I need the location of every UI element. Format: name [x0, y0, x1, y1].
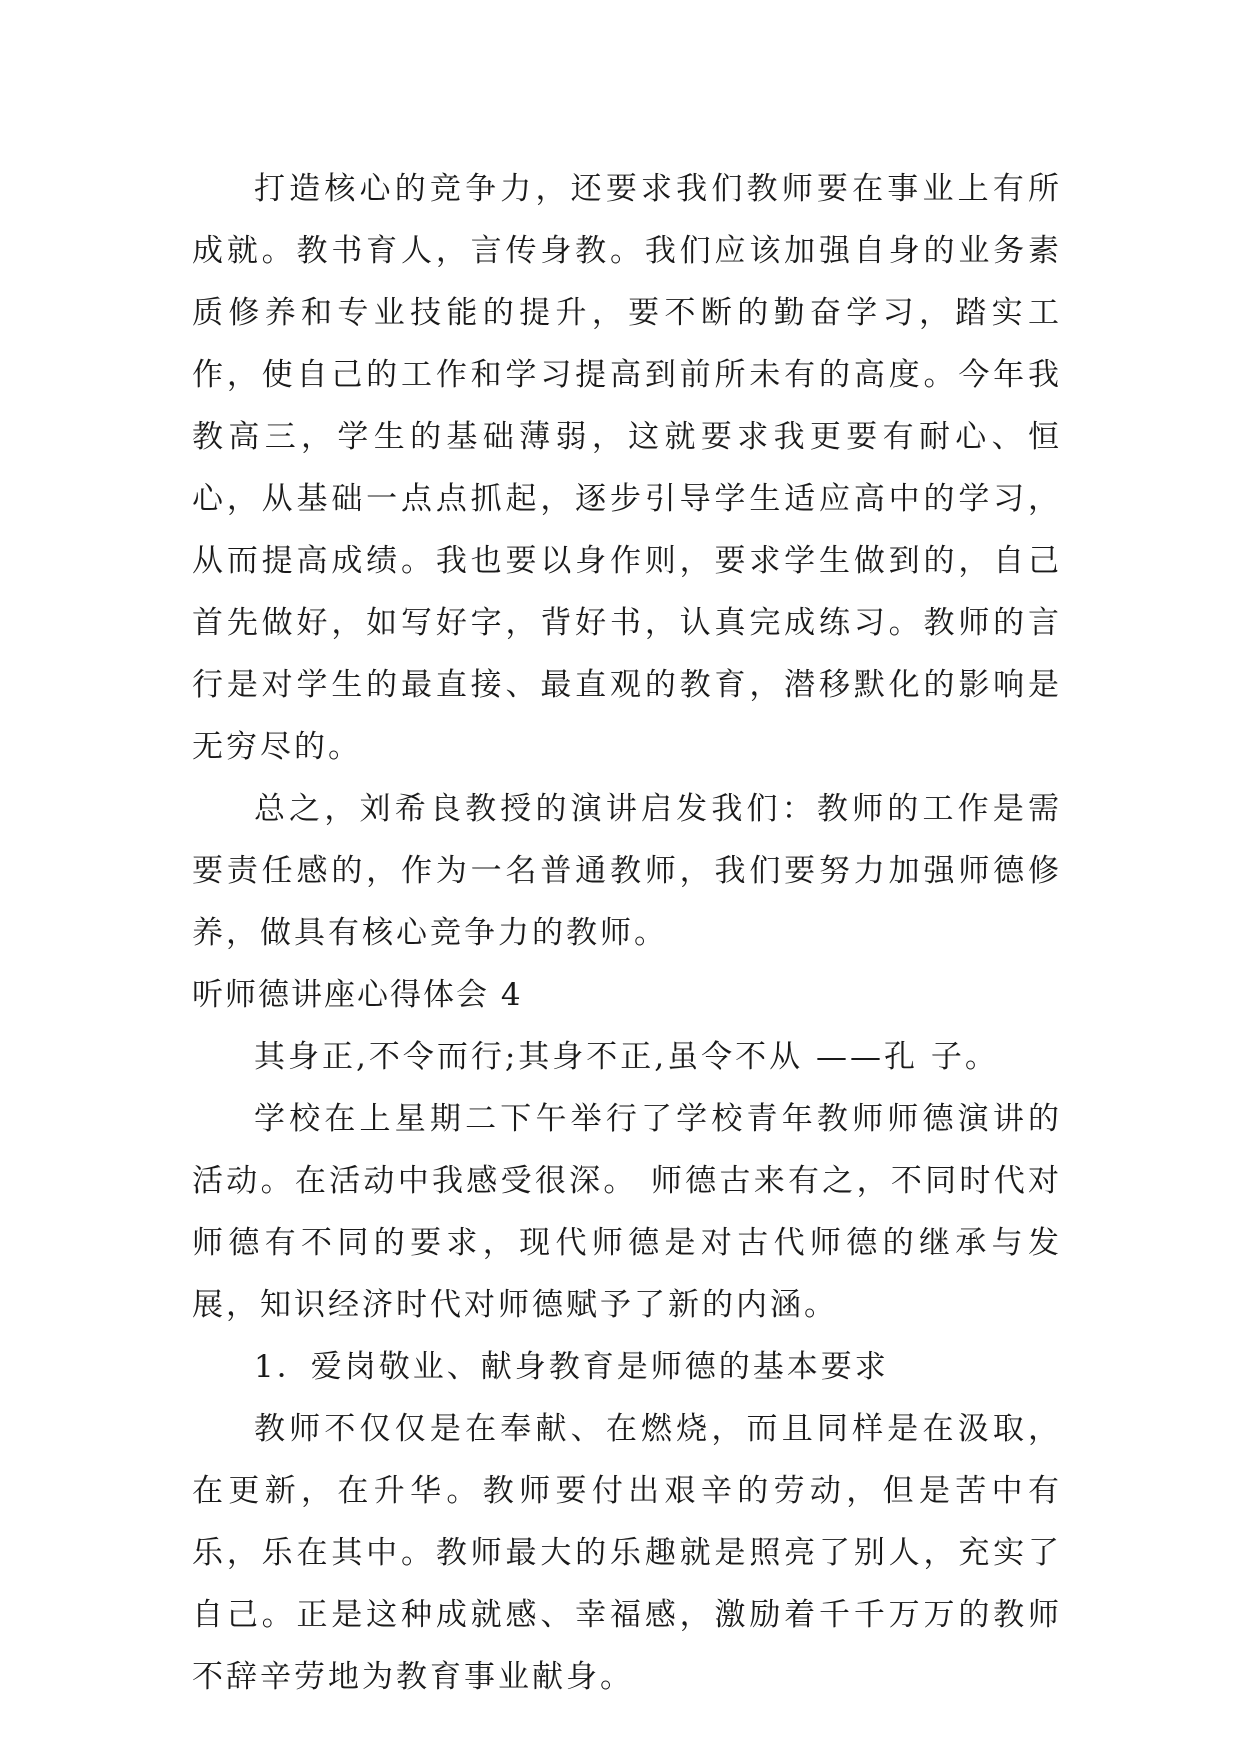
paragraph-conclusion: 总之，刘希良教授的演讲启发我们：教师的工作是需要责任感的，作为一名普通教师，我们要努力加强师德修养，做具有核心竞争力的教师。 — [192, 791, 1062, 951]
section-title: 听师德讲座心得体会 4 — [192, 977, 523, 1013]
list-item-heading-1: 1．爱岗敬业、献身教育是师德的基本要求 — [254, 1349, 889, 1385]
document-page — [192, 158, 1062, 1708]
paragraph-confucius-quote: 其身正,不令而行;其身不正,虽令不从 ——孔 子。 — [254, 1039, 999, 1075]
paragraph-core-competence: 打造核心的竞争力，还要求我们教师要在事业上有所成就。教书育人，言传身教。我们应该加强自身的业务素质修养和专业技能的提升，要不断的勤奋学习，踏实工作，使自己的工作和学习提高到前所未有的高度。今年我教高三，学生的基础薄弱，这就要求我更要有耐心、恒心，从基础一点点抓起，逐步引导学生适应高中的学习，从而提高成绩。我也要以身作则，要求学生做到的，自己首先做好，如写好字，背好书，认真完成练习。教师的言行是对学生的最直接、最直观的教育，潜移默化的影响是无穷尽的。 — [192, 171, 1062, 765]
paragraph-dedication: 教师不仅仅是在奉献、在燃烧，而且同样是在汲取，在更新，在升华。教师要付出艰辛的劳动，但是苦中有乐，乐在其中。教师最大的乐趣就是照亮了别人，充实了自己。正是这种成就感、幸福感，激励着千千万万的教师不辞辛劳地为教育事业献身。 — [192, 1411, 1062, 1695]
paragraph-speech-activity: 学校在上星期二下午举行了学校青年教师师德演讲的活动。在活动中我感受很深。 师德古来有之，不同时代对师德有不同的要求，现代师德是对古代师德的继承与发展，知识经济时代对师德赋予了新的内涵。 — [192, 1101, 1062, 1323]
